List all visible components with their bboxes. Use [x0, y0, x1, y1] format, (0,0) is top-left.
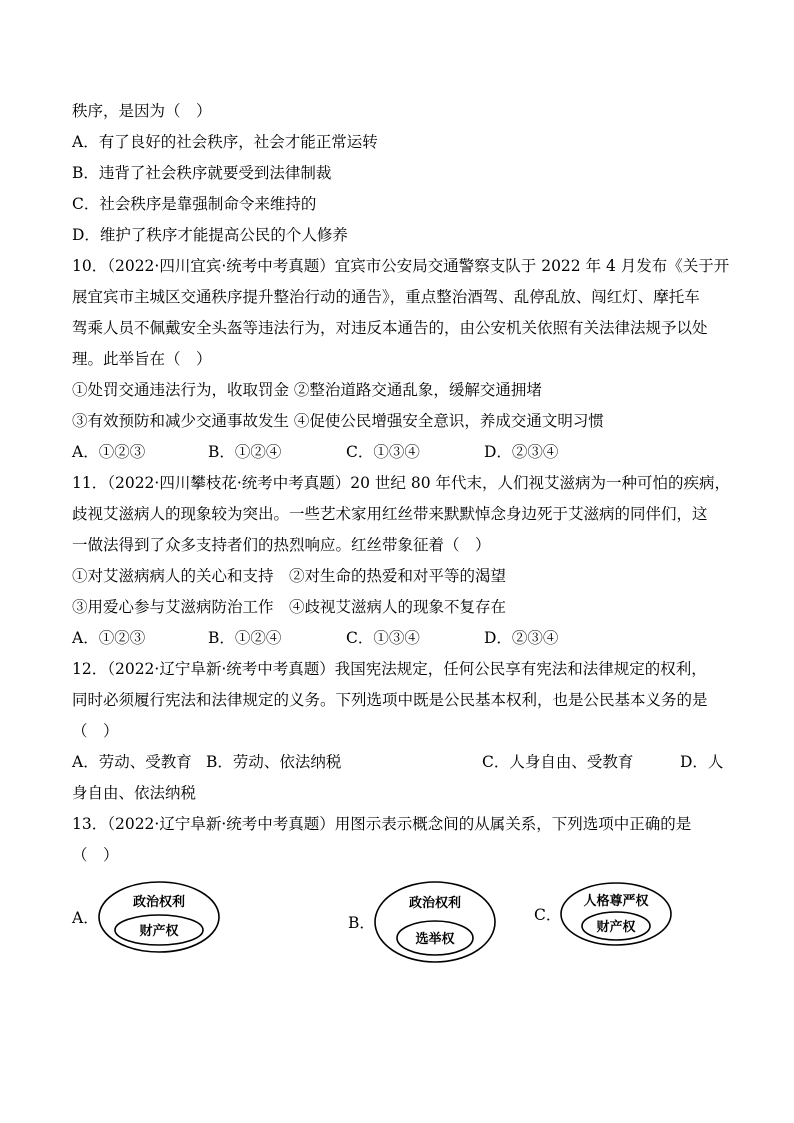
- q11-stem-line-2: 歧视艾滋病人的现象较为突出。一些艺术家用红丝带来默默悼念身边死于艾滋病的同伴们，这: [72, 505, 708, 523]
- q11-stem-line-3: 一做法得到了众多支持者们的热烈响应。红丝带象征着（ ）: [72, 536, 491, 554]
- diagram-b-inner-label: 选举权: [415, 932, 455, 947]
- q10-stem-line-1: 10．（2022·四川宜宾·统考中考真题）宜宾市公安局交通警察支队于 2022 年 4 月发布《关于开: [72, 257, 730, 275]
- q10-choice-d[interactable]: D．②③④: [484, 443, 559, 461]
- q12-stem-line-3: （ ）: [72, 722, 119, 740]
- diagram-a-inner-label: 财产权: [139, 924, 179, 939]
- q13-diagram-a-label: A．: [72, 909, 99, 927]
- diagram-c-outer-label: 人格尊严权: [583, 894, 649, 909]
- q11-choice-d[interactable]: D．②③④: [484, 629, 559, 647]
- q13-diagram-c-label: C．: [534, 906, 562, 924]
- q11-choice-c[interactable]: C．①③④: [346, 629, 420, 647]
- q12-choice-a[interactable]: A．劳动、受教育: [72, 753, 192, 771]
- diagram-a-outer-label: 政治权利: [132, 895, 186, 910]
- q10-stem-line-2: 展宜宾市主城区交通秩序提升整治行动的通告》，重点整治酒驾、乱停乱放、闯红灯、摩托车: [72, 288, 700, 306]
- q12-choice-d-continued: 身自由、依法纳税: [72, 784, 197, 802]
- q13-diagram-a[interactable]: [72, 879, 222, 955]
- q10-item-row-2: ③有效预防和减少交通事故发生 ④促使公民增强安全意识，养成交通文明习惯: [72, 412, 604, 430]
- q13-stem-line-2: （ ）: [72, 846, 119, 864]
- q9-option-c[interactable]: C．社会秩序是靠强制命令来维持的: [72, 195, 317, 213]
- concept-venn-diagram-b: [372, 879, 498, 965]
- exam-page: [72, 96, 731, 969]
- q13-diagram-b[interactable]: [348, 879, 498, 965]
- q11-item-row-2: ③用爱心参与艾滋病防治工作 ④歧视艾滋病人的现象不复存在: [72, 598, 507, 616]
- concept-venn-diagram-c: [558, 879, 674, 949]
- concept-venn-diagram-a: [96, 879, 222, 955]
- q10-stem-line-3: 驾乘人员不佩戴安全头盔等违法行为，对违反本通告的，由公安机关依照有关法律法规予以处: [72, 319, 708, 337]
- q13-diagram-options: [72, 879, 728, 969]
- q10-stem-line-4: 理。此举旨在（ ）: [72, 350, 212, 368]
- q13-diagram-c[interactable]: [534, 879, 674, 949]
- q12-choices: [72, 747, 728, 778]
- q10-choice-c[interactable]: C．①③④: [346, 443, 420, 461]
- q11-choices: [72, 623, 728, 654]
- q10-choice-a[interactable]: A．①②③: [72, 443, 146, 461]
- q9-option-d[interactable]: D．维护了秩序才能提高公民的个人修养: [72, 226, 348, 244]
- q11-choice-b[interactable]: B．①②④: [208, 629, 282, 647]
- q10-item-row-1: ①处罚交通违法行为，收取罚金 ②整治道路交通乱象，缓解交通拥堵: [72, 381, 542, 399]
- q12-choice-b[interactable]: B．劳动、依法纳税: [206, 753, 342, 771]
- q9-option-b[interactable]: B．违背了社会秩序就要受到法律制裁: [72, 164, 332, 182]
- q12-choice-d[interactable]: D．人: [680, 753, 724, 771]
- q10-choices: [72, 437, 728, 468]
- q9-option-a[interactable]: A．有了良好的社会秩序，社会才能正常运转: [72, 133, 378, 151]
- q12-choice-c[interactable]: C．人身自由、受教育: [482, 753, 634, 771]
- diagram-c-inner-label: 财产权: [596, 920, 636, 935]
- q9-stem-end: 秩序，是因为（ ）: [72, 102, 212, 120]
- q10-choice-b[interactable]: B．①②④: [208, 443, 282, 461]
- q13-stem-line-1: 13．（2022·辽宁阜新·统考中考真题）用图示表示概念间的从属关系，下列选项中正确的是: [72, 815, 692, 833]
- q13-diagram-b-label: B．: [348, 914, 375, 932]
- q11-item-row-1: ①对艾滋病病人的关心和支持 ②对生命的热爱和对平等的渴望: [72, 567, 507, 585]
- diagram-b-outer-label: 政治权利: [408, 896, 462, 911]
- q12-stem-line-1: 12．（2022·辽宁阜新·统考中考真题）我国宪法规定，任何公民享有宪法和法律规定的权利，: [72, 660, 707, 678]
- q11-choice-a[interactable]: A．①②③: [72, 629, 146, 647]
- q12-stem-line-2: 同时必须履行宪法和法律规定的义务。下列选项中既是公民基本权利，也是公民基本义务的是: [72, 691, 708, 709]
- q11-stem-line-1: 11．（2022·四川攀枝花·统考中考真题）20 世纪 80 年代末，人们视艾滋病为一种可怕的疾病，: [72, 474, 731, 492]
